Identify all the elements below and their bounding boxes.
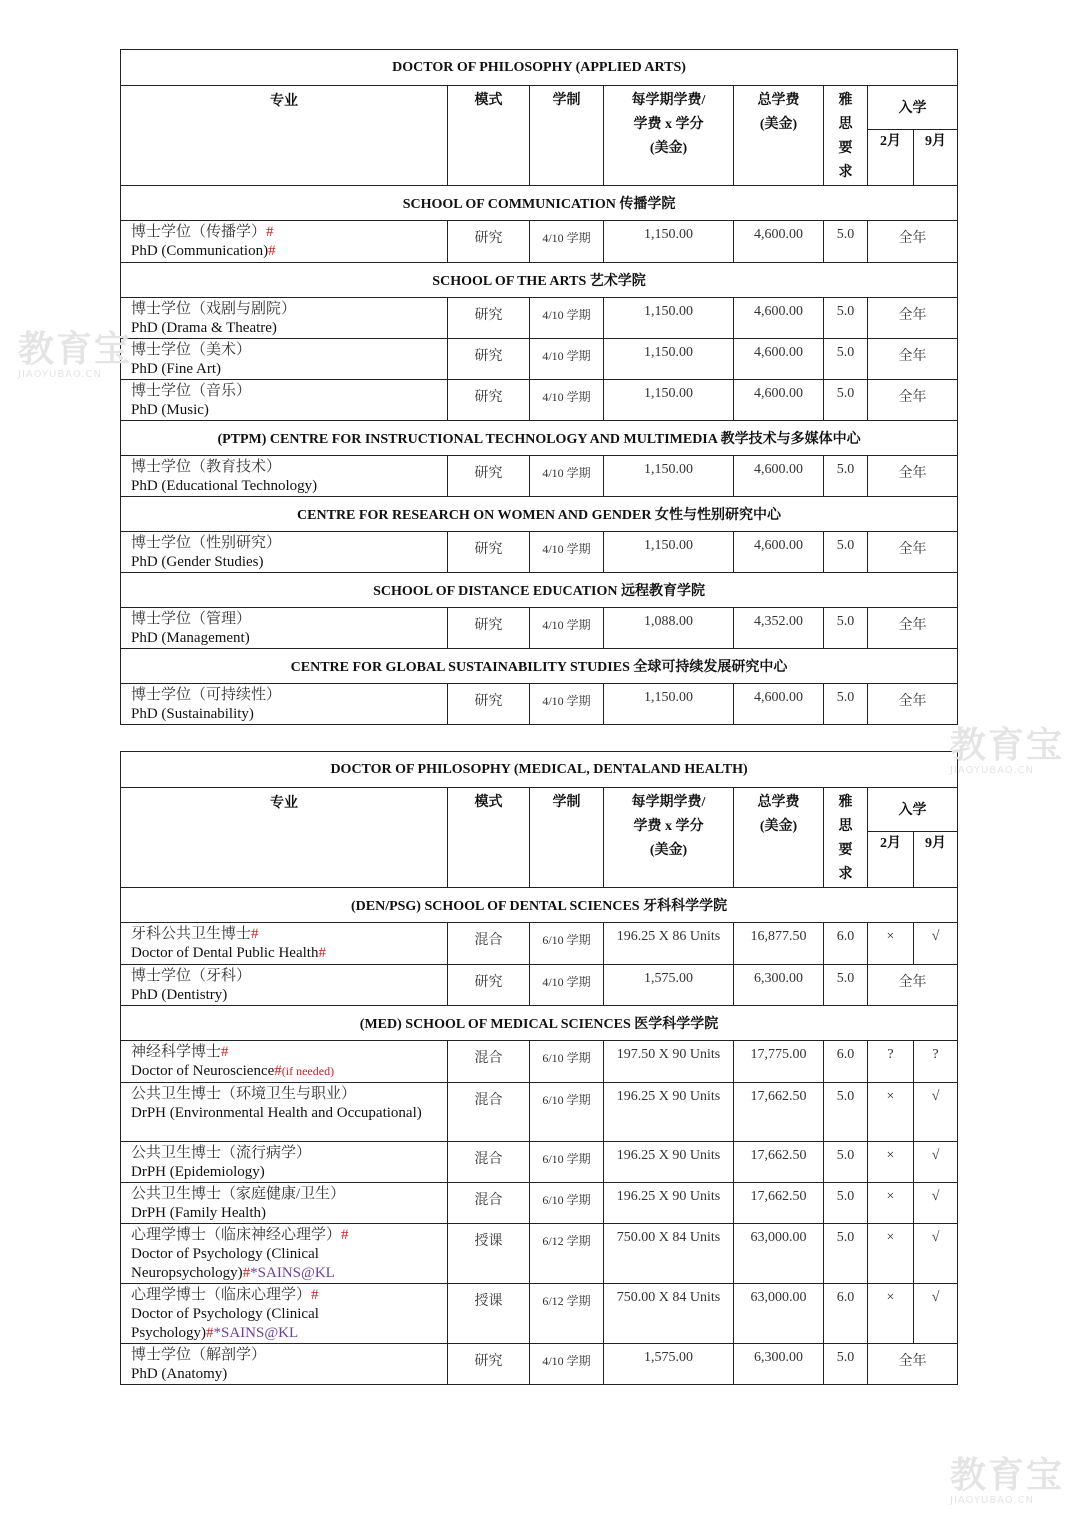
fee-cell: 1,150.00 <box>604 221 734 263</box>
fee-cell: 1,575.00 <box>604 965 734 1006</box>
header-mode: 模式 <box>448 86 530 186</box>
duration-cell: 6/10 学期 <box>530 1083 604 1142</box>
section-row <box>121 1006 958 1041</box>
watermark: 教育宝 JIAOYUBAO.CN <box>18 329 133 380</box>
program-name-cn: 神经科学博士# <box>131 1044 229 1060</box>
program-name <box>121 1284 448 1344</box>
section-label: SCHOOL OF COMMUNICATION 传播学院 <box>121 186 958 221</box>
program-name-en: PhD (Communication)# <box>131 243 276 259</box>
note-mark: # <box>274 1063 282 1079</box>
duration-cell: 4/10 学期 <box>530 1344 604 1385</box>
total-fee-cell: 4,600.00 <box>734 339 824 380</box>
duration-cell: 4/10 学期 <box>530 221 604 263</box>
intake-cell: 全年 <box>868 456 958 497</box>
note-mark: # <box>242 1265 251 1281</box>
intake-sep-cell: √ <box>914 1142 958 1183</box>
program-name-cn: 博士学位（解剖学） <box>131 1347 267 1363</box>
program-name-cn: 公共卫生博士（家庭健康/卫生） <box>131 1186 346 1202</box>
total-fee-cell: 63,000.00 <box>734 1224 824 1284</box>
fee-cell: 196.25 X 86 Units <box>604 923 734 965</box>
note-mark: # <box>318 945 326 961</box>
ielts-cell: 5.0 <box>824 1224 868 1284</box>
fee-cell: 1,088.00 <box>604 608 734 649</box>
program-row <box>121 1284 958 1344</box>
ielts-cell: 6.0 <box>824 1041 868 1083</box>
header-major: 专业 <box>121 86 448 186</box>
mode-cell: 研究 <box>448 339 530 380</box>
intake-cell: 全年 <box>868 965 958 1006</box>
program-name <box>121 456 448 497</box>
ielts-cell: 5.0 <box>824 1142 868 1183</box>
mode-cell: 研究 <box>448 608 530 649</box>
intake-sep-cell: √ <box>914 1284 958 1344</box>
header-ielts: 雅 思 要 求 <box>824 788 868 888</box>
header-duration: 学制 <box>530 86 604 186</box>
program-row <box>121 456 958 497</box>
program-name-cn: 心理学博士（临床心理学）# <box>131 1287 319 1303</box>
section-row <box>121 421 958 456</box>
table-body <box>121 888 958 1385</box>
intake-sep-cell: ? <box>914 1041 958 1083</box>
total-fee-cell: 17,662.50 <box>734 1083 824 1142</box>
fee-cell: 196.25 X 90 Units <box>604 1183 734 1224</box>
intake-cell: 全年 <box>868 532 958 573</box>
duration-cell: 4/10 学期 <box>530 965 604 1006</box>
mode-cell: 授课 <box>448 1224 530 1284</box>
duration-cell: 4/10 学期 <box>530 608 604 649</box>
section-label: SCHOOL OF DISTANCE EDUCATION 远程教育学院 <box>121 573 958 608</box>
program-name-en: Doctor of Psychology (Clinical Psychology)#*SAINS@KL <box>131 1306 319 1341</box>
program-name-en: Doctor of Dental Public Health# <box>131 945 326 961</box>
section-label: SCHOOL OF THE ARTS 艺术学院 <box>121 263 958 298</box>
program-name-cn: 博士学位（牙科） <box>131 968 252 984</box>
mode-cell: 研究 <box>448 684 530 725</box>
fee-cell: 750.00 X 84 Units <box>604 1284 734 1344</box>
ielts-cell: 5.0 <box>824 298 868 339</box>
program-name <box>121 221 448 263</box>
program-name-cn: 博士学位（管理） <box>131 611 252 627</box>
ielts-cell: 5.0 <box>824 965 868 1006</box>
total-fee-cell: 4,600.00 <box>734 456 824 497</box>
total-fee-cell: 4,600.00 <box>734 298 824 339</box>
note-mark: # <box>266 224 274 240</box>
ielts-cell: 5.0 <box>824 608 868 649</box>
ielts-cell: 5.0 <box>824 1183 868 1224</box>
fee-cell: 1,575.00 <box>604 1344 734 1385</box>
program-name <box>121 532 448 573</box>
total-fee-cell: 4,600.00 <box>734 684 824 725</box>
note-mark: # <box>221 1044 229 1060</box>
fee-cell: 196.25 X 90 Units <box>604 1142 734 1183</box>
section-row <box>121 186 958 221</box>
section-row <box>121 888 958 923</box>
duration-cell: 6/10 学期 <box>530 1142 604 1183</box>
note-mark: # <box>341 1227 349 1243</box>
ielts-cell: 5.0 <box>824 339 868 380</box>
program-name-en: DrPH (Epidemiology) <box>131 1164 265 1180</box>
program-name-cn: 博士学位（可持续性） <box>131 687 282 703</box>
ielts-cell: 5.0 <box>824 1344 868 1385</box>
program-name-en: PhD (Sustainability) <box>131 706 254 722</box>
program-row <box>121 1183 958 1224</box>
fee-table-applied-arts <box>120 49 958 725</box>
program-name-cn: 博士学位（教育技术） <box>131 459 282 475</box>
ielts-cell: 5.0 <box>824 684 868 725</box>
program-row <box>121 1344 958 1385</box>
program-name-en: PhD (Anatomy) <box>131 1366 228 1382</box>
intake-feb-cell: × <box>868 1183 914 1224</box>
program-name <box>121 684 448 725</box>
program-row <box>121 1224 958 1284</box>
note-mark: # <box>206 1325 214 1341</box>
note-text: (if needed) <box>281 1064 335 1078</box>
program-name <box>121 1224 448 1284</box>
duration-cell: 6/12 学期 <box>530 1224 604 1284</box>
section-label: (DEN/PSG) SCHOOL OF DENTAL SCIENCES 牙科科学学院 <box>121 888 958 923</box>
program-name-cn: 博士学位（美术） <box>131 342 252 358</box>
program-row <box>121 1142 958 1183</box>
mode-cell: 混合 <box>448 1183 530 1224</box>
program-name-cn: 博士学位（性别研究） <box>131 535 282 551</box>
program-name <box>121 339 448 380</box>
program-name <box>121 380 448 421</box>
header-fee-per-semester: 每学期学费/ 学费 x 学分 (美金) <box>604 788 734 888</box>
program-name-en: PhD (Drama & Theatre) <box>131 320 277 336</box>
note-mark: # <box>311 1287 319 1303</box>
program-row <box>121 1083 958 1142</box>
ielts-cell: 6.0 <box>824 923 868 965</box>
program-name-en: DrPH (Environmental Health and Occupational) <box>131 1105 422 1121</box>
intake-cell: 全年 <box>868 608 958 649</box>
duration-cell: 4/10 学期 <box>530 339 604 380</box>
header-feb: 2月 <box>868 831 914 887</box>
section-row <box>121 649 958 684</box>
header-total-fee: 总学费 (美金) <box>734 86 824 186</box>
program-name-en: DrPH (Family Health) <box>131 1205 266 1221</box>
total-fee-cell: 6,300.00 <box>734 1344 824 1385</box>
header-intake: 入学 <box>868 788 958 832</box>
campus-note: *SAINS@KL <box>213 1325 299 1341</box>
total-fee-cell: 63,000.00 <box>734 1284 824 1344</box>
intake-feb-cell: × <box>868 1224 914 1284</box>
header-feb: 2月 <box>868 129 914 185</box>
program-row <box>121 298 958 339</box>
intake-sep-cell: √ <box>914 1224 958 1284</box>
intake-sep-cell: √ <box>914 1183 958 1224</box>
mode-cell: 研究 <box>448 965 530 1006</box>
program-name-en: PhD (Educational Technology) <box>131 478 318 494</box>
section-row <box>121 263 958 298</box>
mode-cell: 研究 <box>448 298 530 339</box>
program-name <box>121 923 448 965</box>
intake-cell: 全年 <box>868 380 958 421</box>
total-fee-cell: 16,877.50 <box>734 923 824 965</box>
program-name-en: PhD (Music) <box>131 402 209 418</box>
watermark: 教育宝 JIAOYUBAO.CN <box>950 1455 1065 1506</box>
program-name-en: PhD (Gender Studies) <box>131 554 264 570</box>
program-name-cn: 牙科公共卫生博士# <box>131 926 259 942</box>
program-name <box>121 1083 448 1142</box>
program-name <box>121 1183 448 1224</box>
intake-feb-cell: ? <box>868 1041 914 1083</box>
fee-cell: 1,150.00 <box>604 380 734 421</box>
mode-cell: 研究 <box>448 456 530 497</box>
ielts-cell: 5.0 <box>824 1083 868 1142</box>
header-sep: 9月 <box>914 129 958 185</box>
intake-sep-cell: √ <box>914 923 958 965</box>
duration-cell: 4/10 学期 <box>530 298 604 339</box>
program-name <box>121 1344 448 1385</box>
header-major: 专业 <box>121 788 448 888</box>
header-duration: 学制 <box>530 788 604 888</box>
fee-cell: 1,150.00 <box>604 684 734 725</box>
duration-cell: 6/12 学期 <box>530 1284 604 1344</box>
program-row <box>121 965 958 1006</box>
program-name <box>121 1041 448 1083</box>
fee-cell: 196.25 X 90 Units <box>604 1083 734 1142</box>
table-body <box>121 186 958 725</box>
duration-cell: 6/10 学期 <box>530 1183 604 1224</box>
intake-cell: 全年 <box>868 298 958 339</box>
program-name-en: PhD (Fine Art) <box>131 361 221 377</box>
section-label: (MED) SCHOOL OF MEDICAL SCIENCES 医学科学学院 <box>121 1006 958 1041</box>
program-row <box>121 608 958 649</box>
fee-cell: 750.00 X 84 Units <box>604 1224 734 1284</box>
watermark: 教育宝 JIAOYUBAO.CN <box>950 725 1065 776</box>
section-label: (PTPM) CENTRE FOR INSTRUCTIONAL TECHNOLOGY AND MULTIMEDIA 教学技术与多媒体中心 <box>121 421 958 456</box>
program-row <box>121 221 958 263</box>
program-name-cn: 博士学位（传播学）# <box>131 224 274 240</box>
program-name-cn: 公共卫生博士（环境卫生与职业） <box>131 1086 357 1102</box>
ielts-cell: 5.0 <box>824 380 868 421</box>
section-label: CENTRE FOR GLOBAL SUSTAINABILITY STUDIES 全球可持续发展研究中心 <box>121 649 958 684</box>
total-fee-cell: 6,300.00 <box>734 965 824 1006</box>
program-name-en: PhD (Dentistry) <box>131 987 228 1003</box>
program-row <box>121 339 958 380</box>
fee-cell: 1,150.00 <box>604 298 734 339</box>
note-mark: # <box>268 243 276 259</box>
section-row <box>121 573 958 608</box>
mode-cell: 研究 <box>448 532 530 573</box>
program-name <box>121 965 448 1006</box>
intake-feb-cell: × <box>868 1284 914 1344</box>
program-name-cn: 公共卫生博士（流行病学） <box>131 1145 312 1161</box>
total-fee-cell: 4,600.00 <box>734 380 824 421</box>
campus-note: *SAINS@KL <box>250 1265 335 1281</box>
note-mark: # <box>251 926 259 942</box>
fee-table-medical-dental-health <box>120 751 958 1385</box>
program-name-en: Doctor of Psychology (Clinical Neuropsychology)#*SAINS@KL <box>131 1246 335 1281</box>
table-title: DOCTOR OF PHILOSOPHY (APPLIED ARTS) <box>121 50 958 86</box>
duration-cell: 4/10 学期 <box>530 380 604 421</box>
total-fee-cell: 17,775.00 <box>734 1041 824 1083</box>
duration-cell: 6/10 学期 <box>530 1041 604 1083</box>
mode-cell: 混合 <box>448 923 530 965</box>
section-row <box>121 497 958 532</box>
program-row <box>121 923 958 965</box>
program-name-cn: 博士学位（音乐） <box>131 383 252 399</box>
header-sep: 9月 <box>914 831 958 887</box>
program-name <box>121 298 448 339</box>
header-mode: 模式 <box>448 788 530 888</box>
total-fee-cell: 4,600.00 <box>734 221 824 263</box>
program-name-cn: 博士学位（戏剧与剧院） <box>131 301 297 317</box>
intake-cell: 全年 <box>868 684 958 725</box>
header-fee-per-semester: 每学期学费/ 学费 x 学分 (美金) <box>604 86 734 186</box>
ielts-cell: 5.0 <box>824 532 868 573</box>
fee-cell: 1,150.00 <box>604 532 734 573</box>
program-name-en: PhD (Management) <box>131 630 250 646</box>
duration-cell: 4/10 学期 <box>530 684 604 725</box>
duration-cell: 4/10 学期 <box>530 456 604 497</box>
ielts-cell: 6.0 <box>824 1284 868 1344</box>
intake-feb-cell: × <box>868 1142 914 1183</box>
mode-cell: 研究 <box>448 380 530 421</box>
intake-feb-cell: × <box>868 923 914 965</box>
header-ielts: 雅 思 要 求 <box>824 86 868 186</box>
total-fee-cell: 4,352.00 <box>734 608 824 649</box>
intake-feb-cell: × <box>868 1083 914 1142</box>
mode-cell: 授课 <box>448 1284 530 1344</box>
intake-cell: 全年 <box>868 221 958 263</box>
fee-cell: 1,150.00 <box>604 456 734 497</box>
header-total-fee: 总学费 (美金) <box>734 788 824 888</box>
program-name <box>121 1142 448 1183</box>
intake-sep-cell: √ <box>914 1083 958 1142</box>
table-title: DOCTOR OF PHILOSOPHY (MEDICAL, DENTALAND HEALTH) <box>121 752 958 788</box>
program-name-en: Doctor of Neuroscience#(if needed) <box>131 1063 335 1079</box>
program-name <box>121 608 448 649</box>
intake-cell: 全年 <box>868 1344 958 1385</box>
program-row <box>121 380 958 421</box>
mode-cell: 混合 <box>448 1041 530 1083</box>
section-label: CENTRE FOR RESEARCH ON WOMEN AND GENDER 女性与性别研究中心 <box>121 497 958 532</box>
fee-cell: 1,150.00 <box>604 339 734 380</box>
mode-cell: 研究 <box>448 1344 530 1385</box>
intake-cell: 全年 <box>868 339 958 380</box>
ielts-cell: 5.0 <box>824 221 868 263</box>
ielts-cell: 5.0 <box>824 456 868 497</box>
header-intake: 入学 <box>868 86 958 130</box>
mode-cell: 研究 <box>448 221 530 263</box>
duration-cell: 4/10 学期 <box>530 532 604 573</box>
program-row <box>121 684 958 725</box>
total-fee-cell: 17,662.50 <box>734 1183 824 1224</box>
program-row <box>121 532 958 573</box>
mode-cell: 混合 <box>448 1083 530 1142</box>
program-name-cn: 心理学博士（临床神经心理学）# <box>131 1227 349 1243</box>
duration-cell: 6/10 学期 <box>530 923 604 965</box>
mode-cell: 混合 <box>448 1142 530 1183</box>
total-fee-cell: 4,600.00 <box>734 532 824 573</box>
program-row <box>121 1041 958 1083</box>
fee-cell: 197.50 X 90 Units <box>604 1041 734 1083</box>
total-fee-cell: 17,662.50 <box>734 1142 824 1183</box>
